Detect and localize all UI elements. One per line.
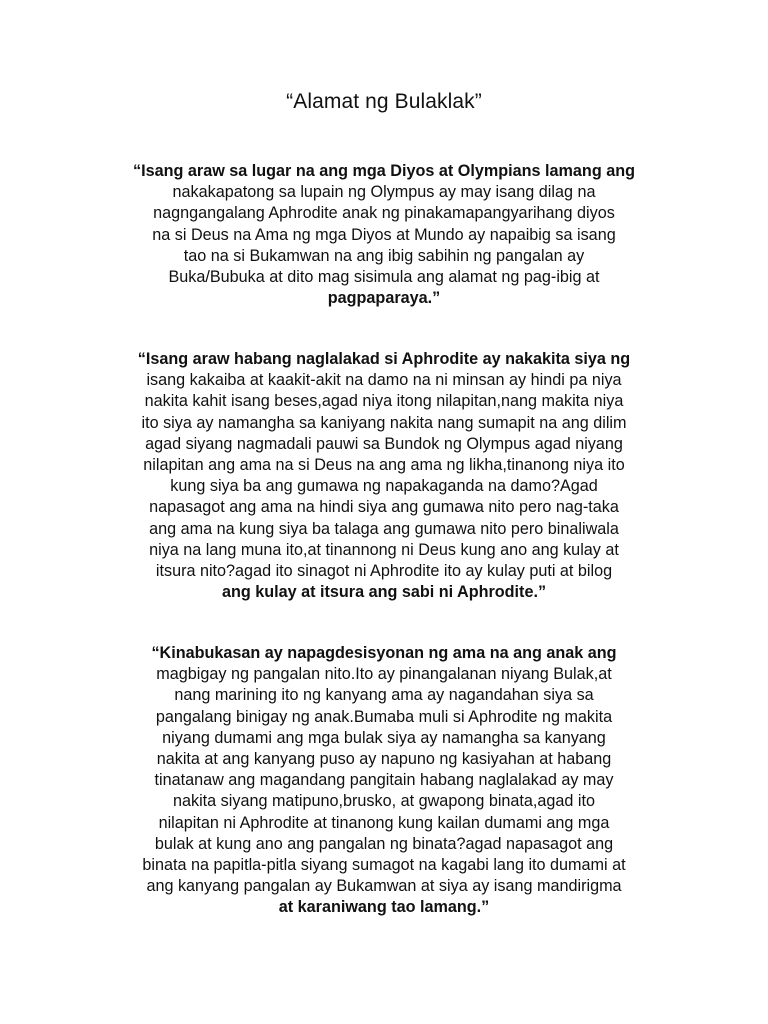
paragraph-line: at karaniwang tao lamang.” bbox=[278, 898, 490, 917]
paragraph-3 bbox=[104, 643, 664, 919]
paragraph-line: ang ama na kung siya ba talaga ang gumawa nito pero binaliwala bbox=[149, 519, 619, 538]
paragraph-line: ang kulay at itsura ang sabi ni Aphrodite.” bbox=[221, 583, 547, 602]
paragraph-1 bbox=[104, 161, 664, 309]
paragraph-line: nakita kahit isang beses,agad niya itong nilapitan,nang makita niya bbox=[144, 392, 624, 411]
paragraph-line: “Kinabukasan ay napagdesisyonan ng ama na ang anak ang bbox=[151, 644, 617, 662]
paragraph-line: Buka/Bubuka at dito mag sisimula ang alamat ng pag-ibig at bbox=[168, 268, 600, 287]
paragraph-line: “Isang araw sa lugar na ang mga Diyos at Olympians lamang ang bbox=[133, 162, 635, 180]
paragraph-line: itsura nito?agad ito sinagot ni Aphrodite ito ay kulay puti at bilog bbox=[155, 562, 613, 581]
paragraph-line: “Isang araw habang naglalakad si Aphrodite ay nakakita siya ng bbox=[137, 350, 631, 368]
paragraph-line: nakakapatong sa lupain ng Olympus ay may isang dilag na bbox=[172, 183, 596, 202]
paragraph-line: nakita at ang kanyang puso ay napuno ng kasiyahan at habang bbox=[156, 750, 612, 769]
paragraph-line: binata na papitla-pitla siyang sumagot na kagabi lang ito dumami at bbox=[142, 856, 626, 875]
paragraph-line: tinatanaw ang magandang pangitain habang naglalakad ay may bbox=[154, 771, 614, 790]
paragraph-line: nilapitan ni Aphrodite at tinanong kung kailan dumami ang mga bbox=[158, 813, 610, 832]
paragraph-line: isang kakaiba at kaakit-akit na damo na ni minsan ay hindi pa niya bbox=[146, 371, 622, 390]
paragraph-line: pangalang binigay ng anak.Bumaba muli si Aphrodite ng makita bbox=[155, 707, 613, 726]
paragraph-line: ang kanyang pangalan ay Bukamwan at siya ay isang mandirigma bbox=[146, 877, 622, 896]
paragraph-line: niya na lang muna ito,at tinannong ni Deus kung ano ang kulay at bbox=[149, 540, 619, 559]
paragraph-line: bulak at kung ano ang pangalan ng binata?agad napasagot ang bbox=[154, 834, 614, 853]
paragraph-line: kung siya ba ang gumawa ng napakaganda na damo?Agad bbox=[170, 477, 598, 496]
paragraph-line: nilapitan ang ama na si Deus na ang ama ng likha,tinanong niya ito bbox=[143, 456, 625, 475]
paragraph-2 bbox=[104, 349, 664, 603]
paragraph-line: agad siyang nagmadali pauwi sa Bundok ng Olympus agad niyang bbox=[145, 434, 623, 453]
paragraph-line: pagpaparaya.” bbox=[327, 289, 441, 308]
paragraph-line: niyang dumami ang mga bulak siya ay namangha sa kanyang bbox=[162, 728, 606, 747]
paragraph-line: ito siya ay namangha sa kaniyang nakita nang sumapit na ang dilim bbox=[141, 413, 627, 432]
paragraph-line: na si Deus na Ama ng mga Diyos at Mundo ay napaibig sa isang bbox=[152, 225, 616, 244]
paragraph-line: nang marining ito ng kanyang ama ay nagandahan siya sa bbox=[174, 686, 594, 705]
paragraph-line: tao na si Bukamwan na ang ibig sabihin ng pangalan ay bbox=[183, 246, 585, 265]
document-title: “Alamat ng Bulaklak” bbox=[286, 90, 482, 113]
paragraph-line: nakita siyang matipuno,brusko, at gwapong binata,agad ito bbox=[172, 792, 596, 811]
paragraph-line: nagngangalang Aphrodite anak ng pinakamapangyarihang diyos bbox=[153, 204, 615, 223]
paragraph-line: napasagot ang ama na hindi siya ang gumawa nito pero nag-taka bbox=[149, 498, 619, 517]
paragraph-line: magbigay ng pangalan nito.Ito ay pinangalanan niyang Bulak,at bbox=[156, 665, 612, 684]
